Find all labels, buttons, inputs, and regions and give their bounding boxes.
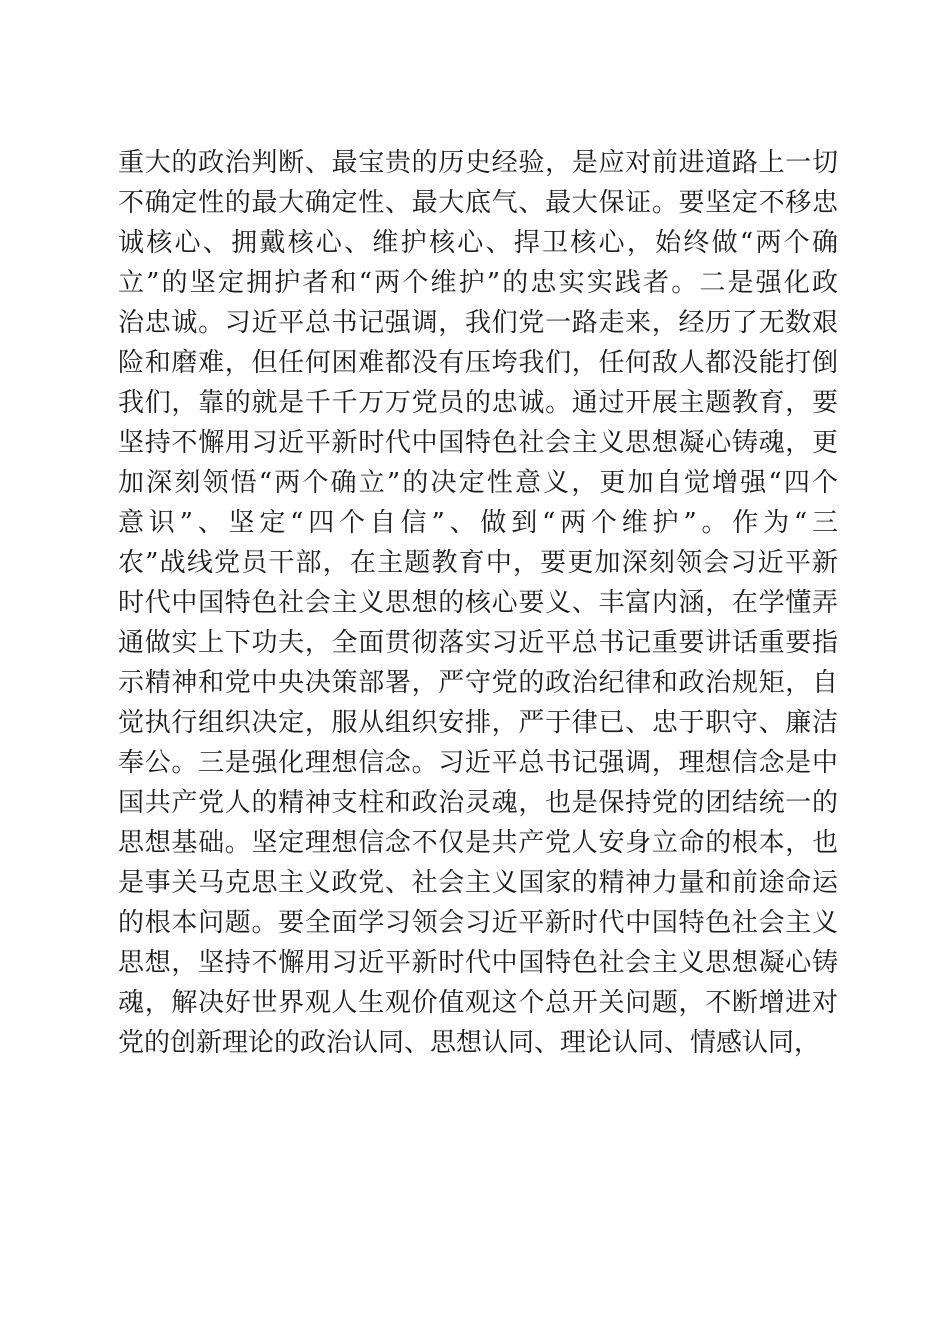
text-line: 不确定性的最大确定性、最大底气、最大保证。要坚定不移忠 (118, 188, 838, 218)
text-line: 我们，靠的就是千千万万党员的忠诚。通过开展主题教育，要 (118, 388, 838, 418)
body-text (118, 143, 838, 1063)
text-line: 立”的坚定拥护者和“两个维护”的忠实实践者。二是强化政 (118, 268, 838, 298)
text-line: 农”战线党员干部，在主题教育中，要更加深刻领会习近平新 (118, 548, 838, 578)
text-line: 思想基础。坚定理想信念不仅是共产党人安身立命的根本，也 (118, 828, 838, 858)
text-line: 通做实上下功夫，全面贯彻落实习近平总书记重要讲话重要指 (118, 628, 838, 658)
text-line: 的根本问题。要全面学习领会习近平新时代中国特色社会主义 (118, 908, 838, 938)
text-line: 党的创新理论的政治认同、思想认同、理论认同、情感认同， (118, 1028, 821, 1058)
text-line: 诚核心、拥戴核心、维护核心、捍卫核心，始终做“两个确 (118, 228, 838, 258)
text-line: 险和磨难，但任何困难都没有压垮我们，任何敌人都没能打倒 (118, 348, 838, 378)
text-line: 坚持不懈用习近平新时代中国特色社会主义思想凝心铸魂，更 (118, 428, 838, 458)
text-line: 加深刻领悟“两个确立”的决定性意义，更加自觉增强“四个 (118, 468, 838, 498)
text-line: 示精神和党中央决策部署，严守党的政治纪律和政治规矩，自 (118, 668, 838, 698)
text-line: 国共产党人的精神支柱和政治灵魂，也是保持党的团结统一的 (118, 788, 838, 818)
text-line: 重大的政治判断、最宝贵的历史经验，是应对前进道路上一切 (118, 148, 838, 178)
text-line: 奉公。三是强化理想信念。习近平总书记强调，理想信念是中 (118, 748, 838, 778)
text-line: 治忠诚。习近平总书记强调，我们党一路走来，经历了无数艰 (118, 308, 838, 338)
text-line: 思想，坚持不懈用习近平新时代中国特色社会主义思想凝心铸 (118, 948, 838, 978)
text-line: 时代中国特色社会主义思想的核心要义、丰富内涵，在学懂弄 (118, 588, 838, 618)
text-line: 魂，解决好世界观人生观价值观这个总开关问题，不断增进对 (118, 988, 838, 1018)
text-line: 是事关马克思主义政党、社会主义国家的精神力量和前途命运 (118, 868, 838, 898)
text-line: 觉执行组织决定，服从组织安排，严于律已、忠于职守、廉洁 (118, 708, 838, 738)
text-line: 意识”、坚定“四个自信”、做到“两个维护”。作为“三 (118, 508, 838, 538)
